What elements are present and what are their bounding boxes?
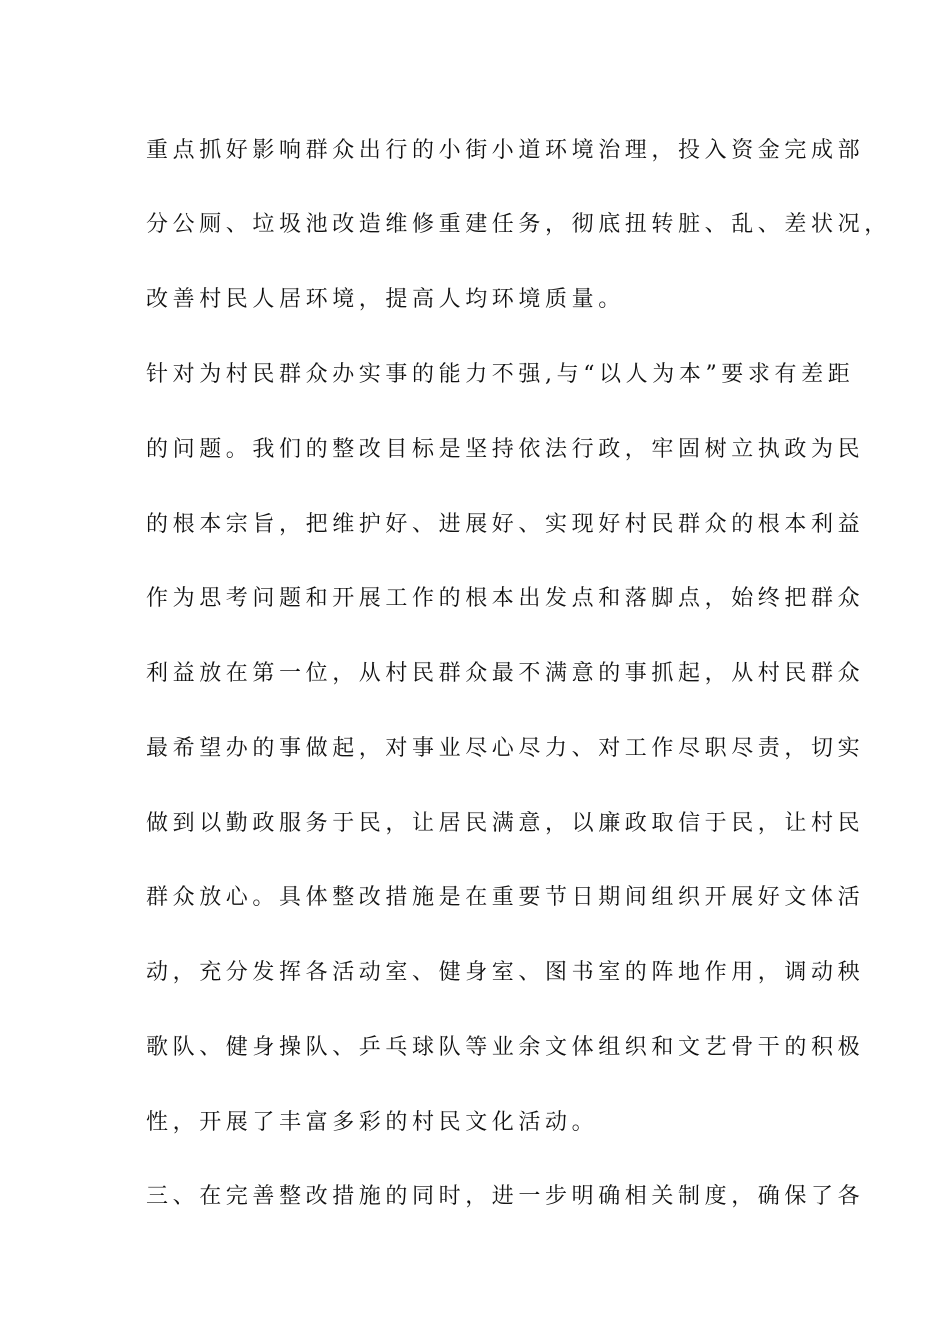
text-line-3: 改善村民人居环境，提高人均环境质量。 [146, 287, 625, 312]
text-line-10: 做到以勤政服务于民，让居民满意，以廉政取信于民，让村民 [146, 811, 865, 836]
text-line-11: 群众放心。具体整改措施是在重要节日期间组织开展好文体活 [146, 885, 865, 910]
text-line-9: 最希望办的事做起，对事业尽心尽力、对工作尽职尽责，切实 [146, 736, 865, 761]
text-line-15: 三、在完善整改措施的同时，进一步明确相关制度，确保了各 [146, 1184, 865, 1209]
text-line-5: 的问题。我们的整改目标是坚持依法行政，牢固树立执政为民 [146, 437, 865, 462]
text-line-13: 歌队、健身操队、乒乓球队等业余文体组织和文艺骨干的积极 [146, 1035, 865, 1060]
text-line-8: 利益放在第一位，从村民群众最不满意的事抓起，从村民群众 [146, 661, 865, 686]
text-line-14: 性，开展了丰富多彩的村民文化活动。 [146, 1110, 599, 1135]
text-line-1: 重点抓好影响群众出行的小街小道环境治理，投入资金完成部 [146, 138, 865, 163]
text-line-6: 的根本宗旨，把维护好、进展好、实现好村民群众的根本利益 [146, 512, 865, 537]
text-line-12: 动，充分发挥各活动室、健身室、图书室的阵地作用，调动秧 [146, 960, 865, 985]
text-line-4: 针对为村民群众办实事的能力不强,与“以人为本”要求有差距 [146, 362, 855, 387]
text-line-2: 分公厕、垃圾池改造维修重建任务，彻底扭转脏、乱、差状况， [146, 212, 891, 237]
text-line-7: 作为思考问题和开展工作的根本出发点和落脚点，始终把群众 [146, 586, 865, 611]
